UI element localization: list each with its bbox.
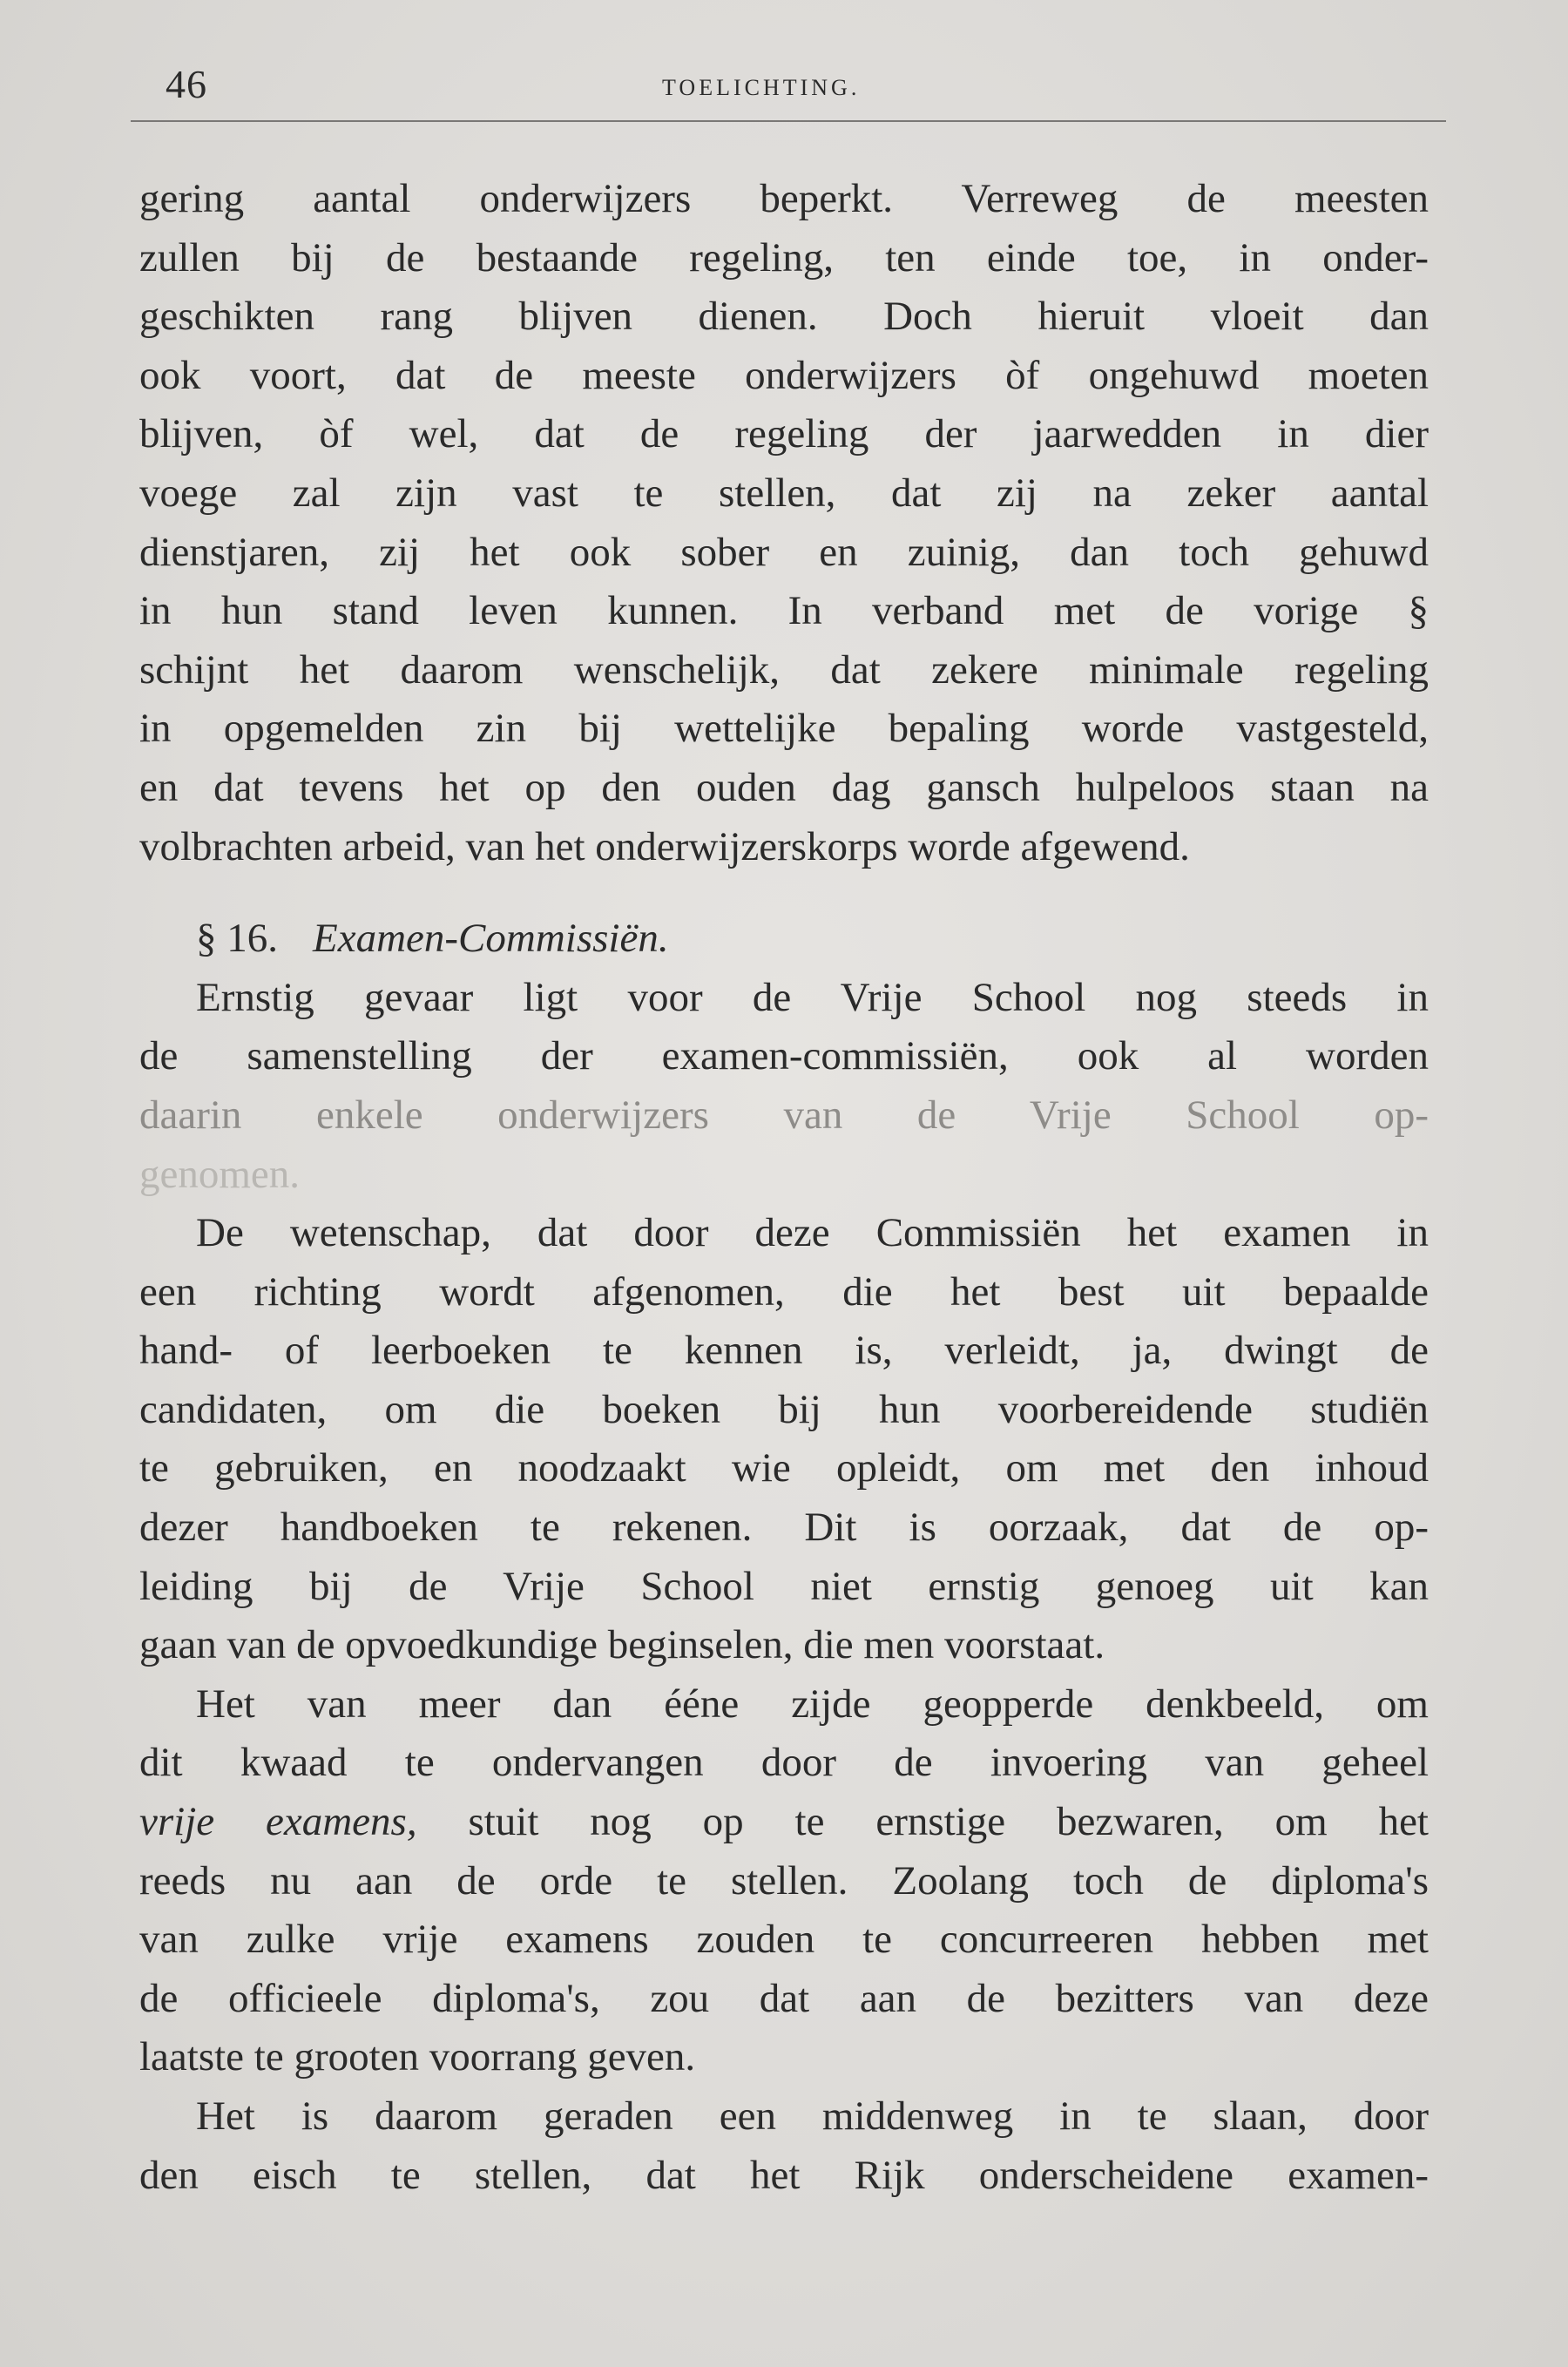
text-line: schijnt het daarom wenschelijk, dat zekere minimale regeling	[139, 646, 1429, 693]
text-run: stuit nog op te ernstige bezwaren, om het	[416, 1799, 1429, 1845]
page-number: 46	[166, 62, 207, 106]
text-line: candidaten, om die boeken bij hun voorbereidende studiën	[139, 1386, 1429, 1432]
text-line: blijven, òf wel, dat de regeling der jaarwedden in dier	[139, 411, 1429, 457]
paragraph	[139, 2087, 1429, 2205]
text-line: genomen.	[139, 1151, 301, 1197]
text-line: hand- of leerboeken te kennen is, verleidt, ja, dwingt de	[139, 1328, 1429, 1374]
section-number: § 16.	[196, 916, 278, 962]
text-line: in opgemelden zin bij wettelijke bepaling worde vastgesteld,	[139, 706, 1429, 752]
text-line: reeds nu aan de orde te stellen. Zoolang toch de diploma's	[139, 1857, 1429, 1904]
section-heading	[139, 910, 1429, 969]
text-line: De wetenschap, dat door deze Commissiën het examen in	[196, 1210, 1429, 1256]
text-line: een richting wordt afgenomen, die het best uit bepaalde	[139, 1268, 1429, 1315]
running-head	[0, 52, 1568, 122]
header-rule	[131, 120, 1446, 122]
paragraph	[139, 969, 1429, 1204]
text-line: den eisch te stellen, dat het Rijk onderscheidene examen-	[139, 2152, 1429, 2198]
text-line: in hun stand leven kunnen. In verband met de vorige §	[139, 588, 1429, 634]
text-line: dezer handboeken te rekenen. Dit is oorzaak, dat de op-	[139, 1505, 1429, 1551]
running-title: TOELICHTING.	[662, 75, 861, 100]
text-line: voege zal zijn vast te stellen, dat zij na zeker aantal	[139, 470, 1429, 516]
text-line: volbrachten arbeid, van het onderwijzerskorps worde afgewend.	[139, 823, 1190, 869]
section-title: Examen-Commissiën.	[313, 916, 669, 962]
text-line: leiding bij de Vrije School niet ernstig genoeg uit kan	[139, 1563, 1429, 1609]
text-line: de officieele diploma's, zou dat aan de bezitters van deze	[139, 1975, 1429, 2021]
text-line: dienstjaren, zij het ook sober en zuinig, dan toch gehuwd	[139, 529, 1429, 575]
text-line: dit kwaad te ondervangen door de invoering van geheel	[139, 1740, 1429, 1786]
text-line: gaan van de opvoedkundige beginselen, die men voorstaat.	[139, 1622, 1105, 1668]
body-text	[139, 170, 1429, 2205]
text-line: daarin enkele onderwijzers van de Vrije School op-	[139, 1092, 1429, 1138]
text-line: te gebruiken, en noodzaakt wie opleidt, om met den inhoud	[139, 1445, 1429, 1491]
text-line: ook voort, dat de meeste onderwijzers òf ongehuwd moeten	[139, 352, 1429, 398]
text-line: de samenstelling der examen-commissiën, ook al worden	[139, 1033, 1429, 1079]
text-line: van zulke vrije examens zouden te concurreeren hebben met	[139, 1917, 1429, 1963]
text-line: laatste te grooten voorrang geven.	[139, 2034, 696, 2080]
text-line: Het is daarom geraden een middenweg in te slaan, door	[196, 2093, 1429, 2139]
text-line: zullen bij de bestaande regeling, ten einde toe, in onder-	[139, 234, 1429, 281]
paragraph-continued	[139, 170, 1429, 876]
text-line: en dat tevens het op den ouden dag gansch hulpeloos staan na	[139, 764, 1429, 810]
paragraph	[139, 1204, 1429, 1675]
text-line: Ernstig gevaar ligt voor de Vrije School nog steeds in	[196, 974, 1429, 1020]
text-line	[139, 1793, 1429, 1852]
text-line: Het van meer dan éénе zijde geopperde denkbeeld, om	[196, 1681, 1429, 1727]
text-line: geschikten rang blijven dienen. Doch hieruit vloeit dan	[139, 294, 1429, 340]
italic-phrase: vrije examens,	[139, 1799, 417, 1845]
text-line: gering aantal onderwijzers beperkt. Verreweg de meesten	[139, 176, 1429, 221]
paragraph	[139, 1675, 1429, 2087]
